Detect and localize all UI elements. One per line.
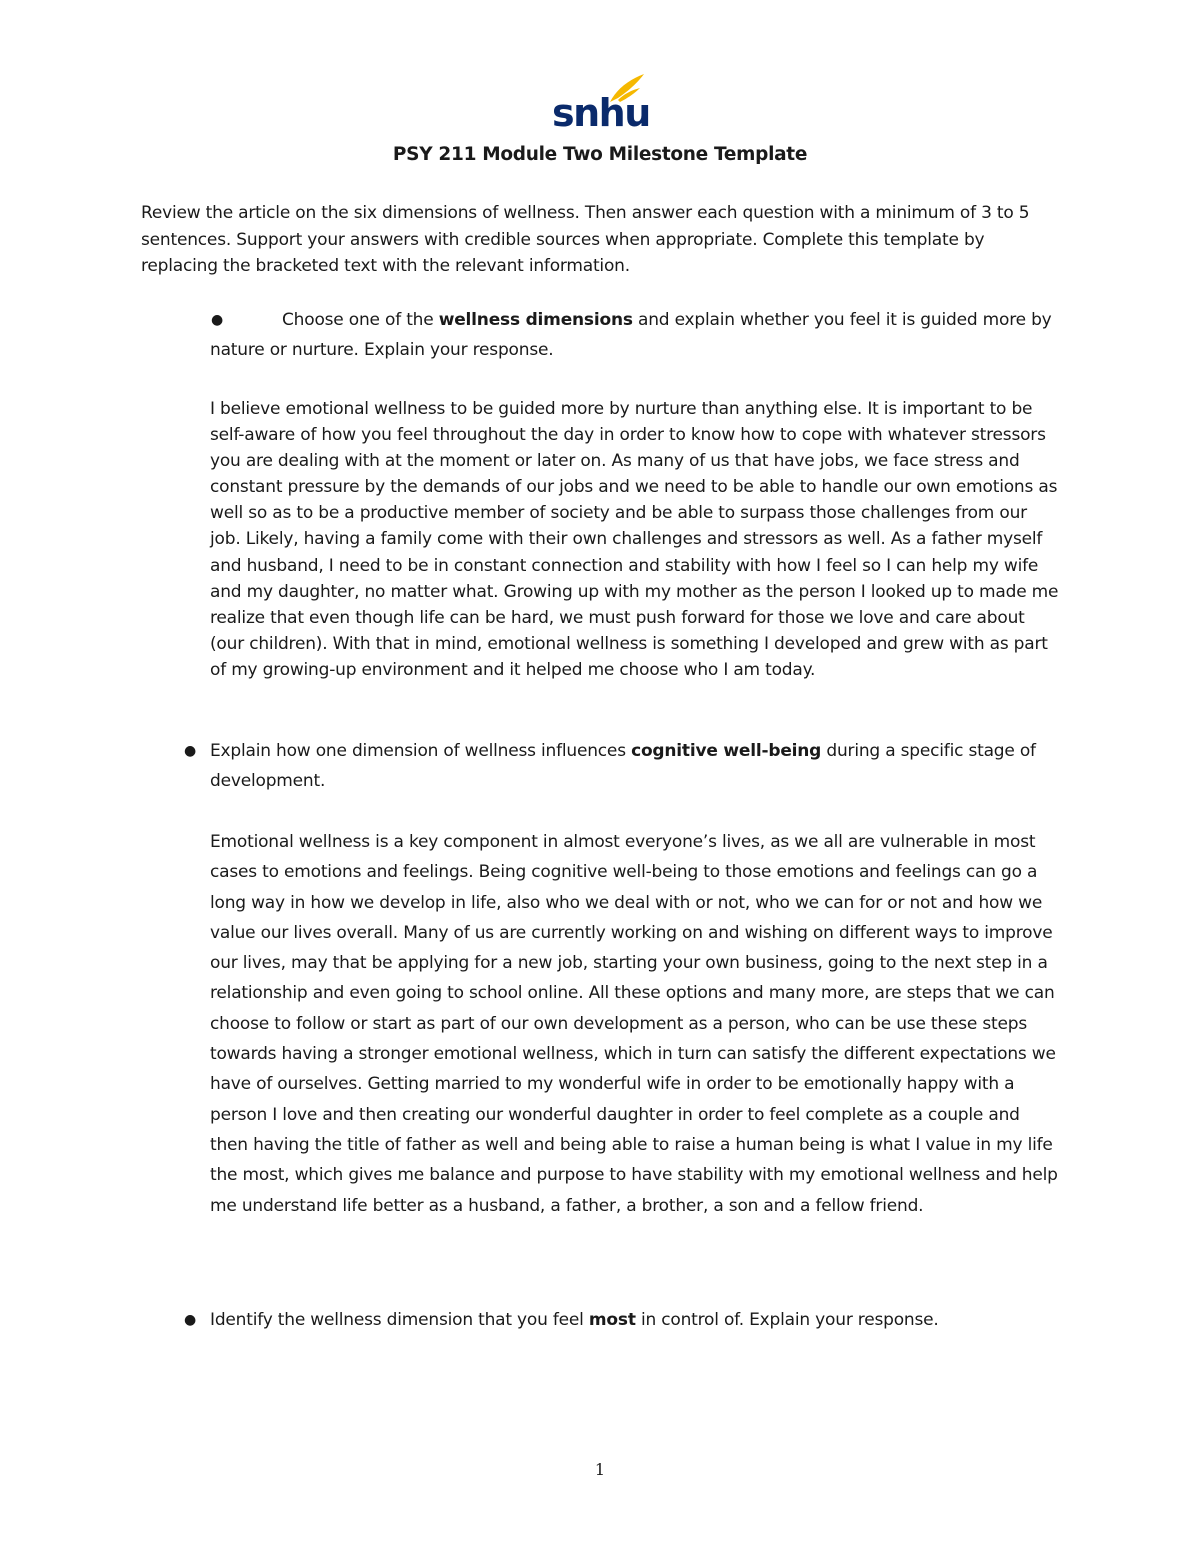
bullet-icon: ● [211,312,224,328]
bullet-icon: ● [184,1312,197,1328]
question-1 [210,305,1060,365]
snhu-logo [552,72,652,135]
question-3 [210,1305,1060,1335]
question-2-bold: cognitive well-being [631,741,822,761]
answer-1: I believe emotional wellness to be guided more by nurture than anything else. It is important to be self-aware of how you feel throughout the day in order to know how to cope with whatever stressors you are dealing with at the moment or later on. As many of us that have jobs, we face stress and constant pressure by the demands of our jobs and we need to be able to handle our own emotions as well so as to be a productive member of society and be able to surpass those challenges from our job. Likely, having a family come with their own challenges and stressors as well. As a father myself and husband, I need to be in constant connection and stability with how I feel so I can help my wife and my daughter, no matter what. Growing up with my mother as the person I looked up to made me realize that even though life can be hard, we must push forward for those we love and care about (our children). With that in mind, emotional wellness is something I developed and grew with as part of my growing-up environment and it helped me choose who I am today. [210,399,1059,680]
intro-paragraph: Review the article on the six dimensions of wellness. Then answer each question with a minimum of 3 to 5 sentences. Support your answers with credible sources when appropriate. Complete this template by replacing the bracketed text with the relevant information. [141,203,1030,276]
page-number: 1 [594,1460,606,1479]
question-3-after: in control of. Explain your response. [635,1310,939,1330]
question-2-after: during a specific stage of development. [210,741,1036,791]
question-1-after: and explain whether you feel it is guided more by nature or nurture. Explain your response. [210,310,1052,360]
question-1-bold: wellness dimensions [438,310,633,330]
question-3-before: Identify the wellness dimension that you feel [210,1310,589,1330]
question-3-bold: most [588,1310,636,1330]
logo-text: snhu [552,91,650,135]
question-1-before: Choose one of the [282,310,439,330]
question-2 [210,736,1060,796]
answer-2: Emotional wellness is a key component in almost everyone’s lives, as we all are vulnerable in most cases to emotions and feelings. Being cognitive well-being to those emotions and feelings can go a long way in how we develop in life, also who we deal with or not, who we can for or not and how we value our lives overall. Many of us are currently working on and wishing on different ways to improve our lives, may that be applying for a new job, starting your own business, going to the next step in a relationship and even going to school online. All these options and many more, are steps that we can choose to follow or start as part of our own development as a person, who can be use these steps towards having a stronger emotional wellness, which in turn can satisfy the different expectations we have of ourselves. Getting married to my wonderful wife in order to be emotionally happy with a person I love and then creating our wonderful daughter in order to feel complete as a couple and then having the title of father as well and being able to raise a human being is what I value in my life the most, which gives me balance and purpose to have stability with my emotional wellness and help me understand life better as a husband, a father, a brother, a son and a fellow friend. [210,832,1058,1216]
page-title: PSY 211 Module Two Milestone Template [392,144,808,165]
bullet-icon: ● [184,743,197,759]
question-2-before: Explain how one dimension of wellness influences [210,741,632,761]
